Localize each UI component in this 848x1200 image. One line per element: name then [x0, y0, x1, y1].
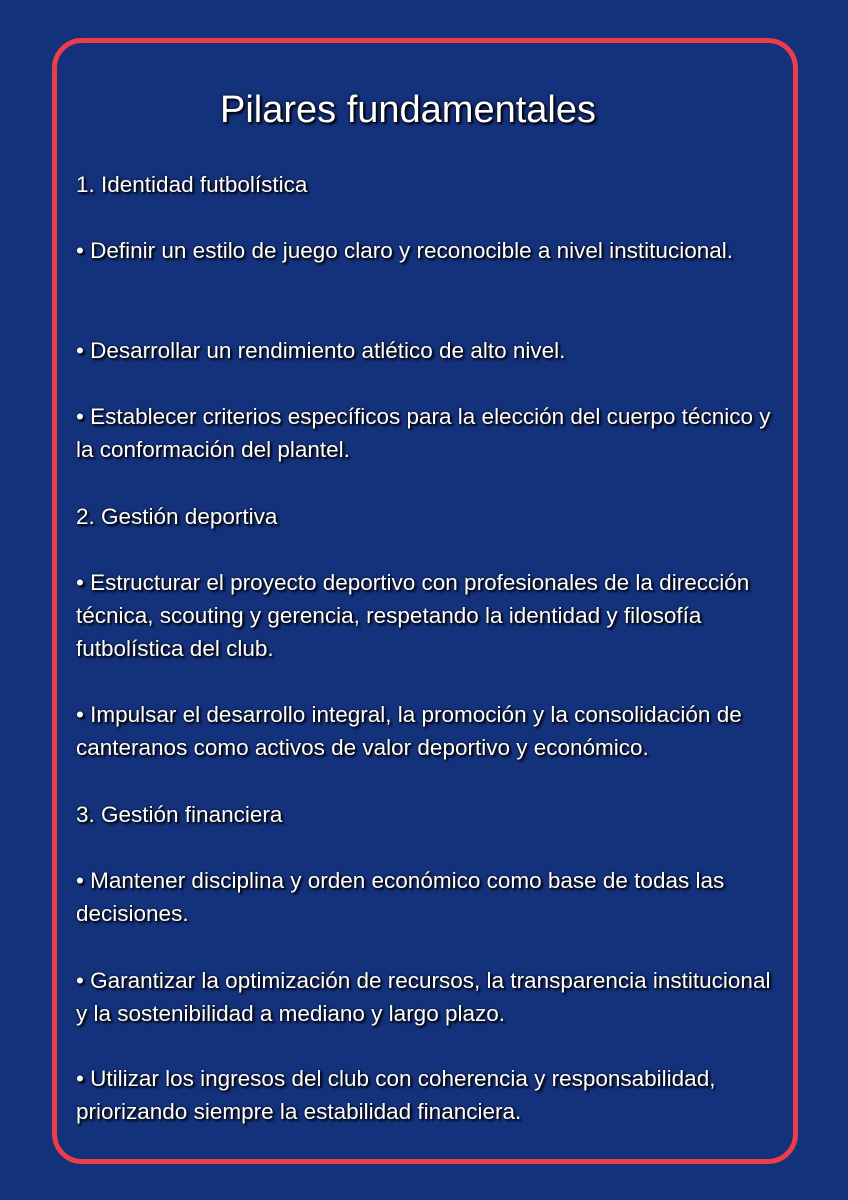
- bullet-identity-style: • Definir un estilo de juego claro y reconocible a nivel institucional.: [76, 238, 733, 263]
- bullet-finance-optimization: • Garantizar la optimización de recursos, la transparencia institucional y la sostenibilidad a mediano y largo plazo.: [76, 968, 771, 1026]
- bullet-identity-athletic: • Desarrollar un rendimiento atlético de alto nivel.: [76, 338, 566, 363]
- section-heading-finance: 3. Gestión financiera: [76, 802, 283, 827]
- section-heading-sports: 2. Gestión deportiva: [76, 504, 278, 529]
- bullet-finance-discipline: • Mantener disciplina y orden económico como base de todas las decisiones.: [76, 868, 725, 926]
- page-title: Pilares fundamentales: [220, 89, 596, 131]
- section-heading-identity: 1. Identidad futbolística: [76, 172, 308, 197]
- bullet-sports-structure: • Estructurar el proyecto deportivo con profesionales de la dirección técnica, scouting y gerencia, respetando la identidad y filosofía futbolística del club.: [76, 570, 750, 661]
- bullet-finance-income: • Utilizar los ingresos del club con coherencia y responsabilidad, priorizando siempre la estabilidad financiera.: [76, 1066, 716, 1124]
- bullet-sports-youth: • Impulsar el desarrollo integral, la promoción y la consolidación de canteranos como activos de valor deportivo y económico.: [76, 702, 742, 760]
- bullet-identity-criteria: • Establecer criterios específicos para la elección del cuerpo técnico y la conformación del plantel.: [76, 404, 771, 462]
